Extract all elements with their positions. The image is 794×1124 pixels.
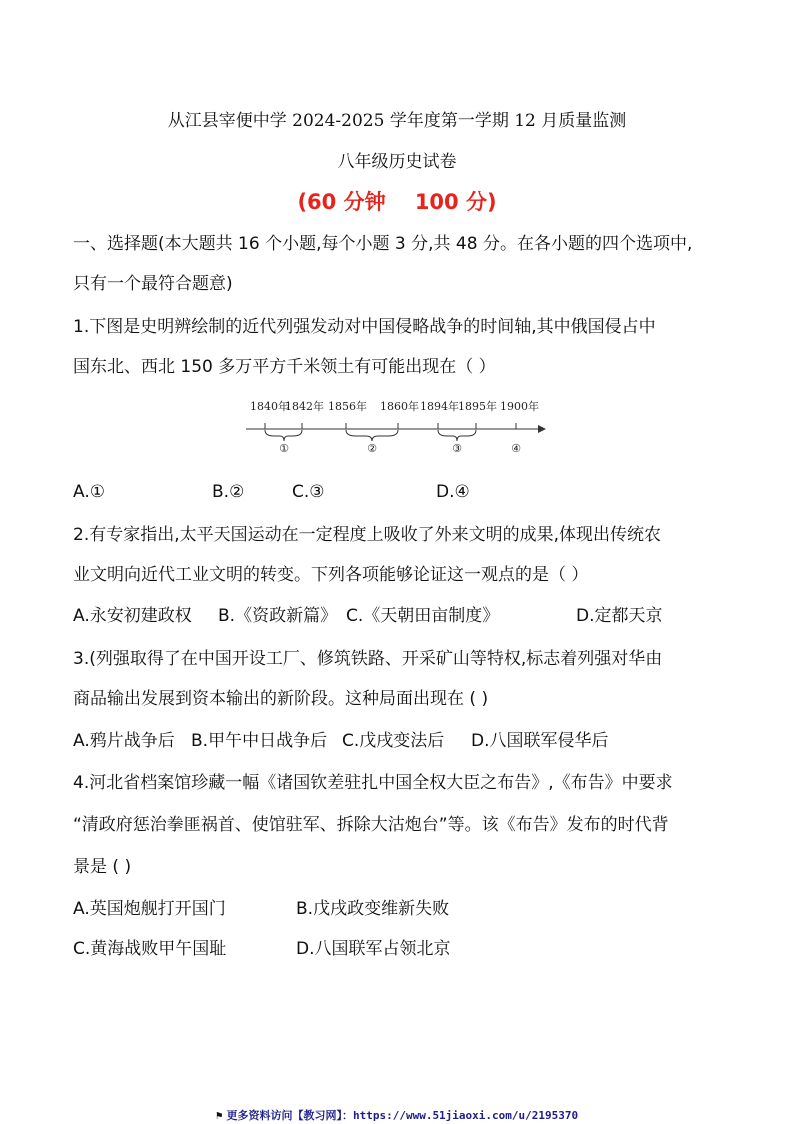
footer-text: 更多资料访问【教习网】：https://www.51jiaoxi.com/u/2195370 [226,1109,579,1122]
question-2-line-2: 业文明向近代工业文明的转变。下列各项能够论证这一观点的是（ ） [73,565,589,585]
section-heading-line-1: 一、选择题(本大题共 16 个小题,每个小题 3 分,共 48 分。在各小题的四个选项中, [73,234,693,254]
timeline-year-1894: 1894年 [420,400,459,413]
question-4-line-2: “清政府惩治拳匪祸首、使馆驻军、拆除大沽炮台”等。该《布告》发布的时代背 [73,815,669,835]
q3-option-d: D.八国联军侵华后 [471,731,609,751]
timeline-year-1840: 1840年 [250,400,289,413]
q2-option-a: A.永安初建政权 [73,606,192,626]
question-1-line-1: 1.下图是史明辨绘制的近代列强发动对中国侵略战争的时间轴,其中俄国侵占中 [73,317,656,337]
timeline-marker-1: ① [279,442,289,455]
q1-option-c: C.③ [292,482,325,502]
q4-option-d: D.八国联军占领北京 [296,939,451,959]
q2-option-c: C.《天朝田亩制度》 [346,606,500,626]
q3-option-c: C.戊戌变法后 [342,731,445,751]
timeline-marker-3: ③ [452,442,462,455]
q3-option-a: A.鸦片战争后 [73,731,175,751]
timeline-arrow [538,425,546,433]
q4-option-a: A.英国炮舰打开国门 [73,899,226,919]
timeline-brace-2 [346,430,398,441]
q3-option-b: B.甲午中日战争后 [191,731,328,751]
timeline-year-1842: 1842年 [285,400,324,413]
exam-title: 从江县宰便中学 2024-2025 学年度第一学期 12 月质量监测 [167,111,627,131]
question-4-line-3: 景是 ( ) [73,857,132,877]
section-heading-line-2: 只有一个最符合题意) [73,274,233,294]
question-4-line-1: 4.河北省档案馆珍藏一幅《诸国钦差驻扎中国全权大臣之布告》,《布告》中要求 [73,773,673,793]
question-3-line-2: 商品输出发展到资本输出的新阶段。这种局面出现在 ( ) [73,689,489,709]
q4-option-b: B.戊戌政变维新失败 [296,899,450,919]
q1-option-b: B.② [212,482,245,502]
timeline-marker-2: ② [367,442,377,455]
time-score: (60 分钟 100 分) [297,190,497,214]
timeline-marker-4: ④ [511,442,521,455]
q2-option-d: D.定都天京 [576,606,663,626]
flag-icon: ⚑ [215,1109,223,1122]
war-timeline [240,396,550,458]
timeline-year-1895: 1895年 [458,400,497,413]
q2-option-b: B.《资政新篇》 [218,606,338,626]
q4-option-c: C.黄海战败甲午国耻 [73,939,227,959]
timeline-year-1860: 1860年 [380,400,419,413]
exam-subtitle: 八年级历史试卷 [337,152,457,172]
timeline-year-1900: 1900年 [500,400,539,413]
timeline-year-1856: 1856年 [328,400,367,413]
q1-option-d: D.④ [436,482,470,502]
q1-option-a: A.① [73,482,105,502]
footer-link[interactable] [0,1107,794,1123]
question-1-line-2: 国东北、西北 150 多万平方千米领土有可能出现在（ ） [73,357,496,377]
timeline-brace-1 [265,430,302,441]
question-3-line-1: 3.(列强取得了在中国开设工厂、修筑铁路、开采矿山等特权,标志着列强对华由 [73,649,663,669]
question-2-line-1: 2.有专家指出,太平天国运动在一定程度上吸收了外来文明的成果,体现出传统农 [73,525,662,545]
timeline-brace-3 [438,430,476,441]
